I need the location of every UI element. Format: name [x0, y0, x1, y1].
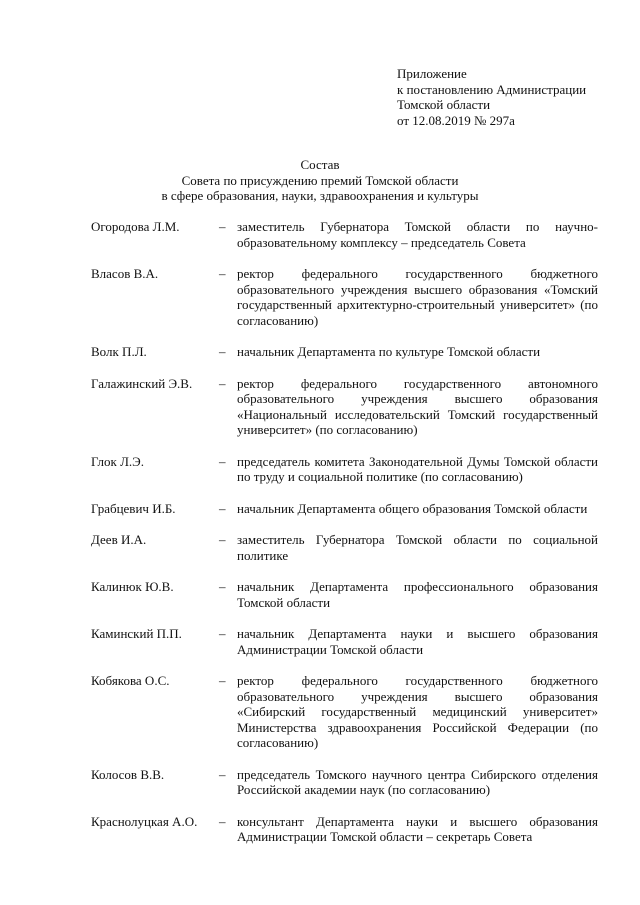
member-row — [91, 219, 598, 250]
dash-separator: – — [219, 673, 226, 688]
dash-separator: – — [219, 344, 226, 359]
member-row — [91, 266, 598, 328]
appendix-line: Томской области — [397, 97, 491, 112]
appendix-date-line: от 12.08.2019 № 297а — [397, 112, 515, 128]
member-list — [91, 219, 598, 845]
member-role: заместитель Губернатора Томской области по социальной политике — [237, 532, 598, 563]
member-role: председатель комитета Законодательной Думы Томской области по труду и социальной политике (по согласованию) — [237, 453, 598, 484]
member-row — [91, 767, 598, 798]
dash-separator: – — [219, 579, 226, 594]
member-role: начальник Департамента профессионального образования Томской области — [237, 579, 598, 610]
member-name: Огородова Л.М. — [91, 219, 180, 234]
member-row — [91, 814, 598, 845]
document-heading — [0, 157, 640, 204]
member-row — [91, 532, 598, 563]
member-role: консультант Департамента науки и высшего образования Администрации Томской области – секретарь Совета — [237, 813, 598, 844]
member-role: ректор федерального государственного бюджетного образовательного учреждения высшего образования «Томский государственный архитектурно-строительный университет» (по согласованию) — [237, 266, 598, 328]
member-role: ректор федерального государственного автономного образовательного учреждения высшего образования «Национальный исследовательский Томский государственный университет» (по согласованию) — [237, 375, 598, 437]
appendix-line: к постановлению Администрации — [397, 81, 587, 97]
member-role: заместитель Губернатора Томской области по научно-образовательному комплексу – председатель Совета — [237, 219, 598, 250]
member-row — [91, 454, 598, 485]
member-row — [91, 673, 598, 751]
member-name: Кобякова О.С. — [91, 673, 170, 688]
heading-subtitle: Совета по присуждению премий Томской области — [181, 172, 459, 188]
dash-separator: – — [219, 266, 226, 281]
dash-separator: – — [219, 453, 226, 469]
member-name: Колосов В.В. — [91, 766, 165, 782]
dash-separator: – — [219, 500, 226, 516]
member-name: Деев И.А. — [91, 532, 147, 547]
member-row — [91, 626, 598, 657]
member-role: начальник Департамента по культуре Томской области — [237, 344, 541, 359]
member-row — [91, 376, 598, 438]
member-name: Грабцевич И.Б. — [91, 500, 176, 516]
member-row — [91, 344, 598, 360]
member-role: начальник Департамента общего образования Томской области — [237, 500, 588, 516]
member-row — [91, 579, 598, 610]
heading-title: Состав — [300, 157, 340, 172]
dash-separator: – — [219, 626, 226, 641]
member-role: ректор федерального государственного бюджетного образовательного учреждения высшего образования «Сибирский государственный медицинский университет» Министерства здравоохранения Российской Федерации (по согласованию) — [237, 673, 598, 750]
member-role: председатель Томского научного центра Сибирского отделения Российской академии наук (по согласованию) — [237, 766, 598, 797]
member-name: Калинюк Ю.В. — [91, 579, 174, 594]
dash-separator: – — [219, 375, 226, 391]
member-name: Глок Л.Э. — [91, 453, 144, 469]
member-name: Краснолуцкая А.О. — [91, 813, 198, 829]
member-role: начальник Департамента науки и высшего образования Администрации Томской области — [237, 626, 598, 657]
member-name: Галажинский Э.В. — [91, 375, 193, 391]
member-row — [91, 501, 598, 517]
dash-separator: – — [219, 766, 226, 782]
member-name: Каминский П.П. — [91, 626, 182, 641]
appendix-line: Приложение — [397, 66, 467, 81]
dash-separator: – — [219, 813, 226, 829]
dash-separator: – — [219, 219, 226, 234]
appendix-block — [397, 66, 586, 128]
heading-subtitle: в сфере образования, науки, здравоохранения и культуры — [161, 188, 479, 203]
member-name: Власов В.А. — [91, 266, 159, 281]
dash-separator: – — [219, 532, 226, 547]
member-name: Волк П.Л. — [91, 344, 147, 359]
